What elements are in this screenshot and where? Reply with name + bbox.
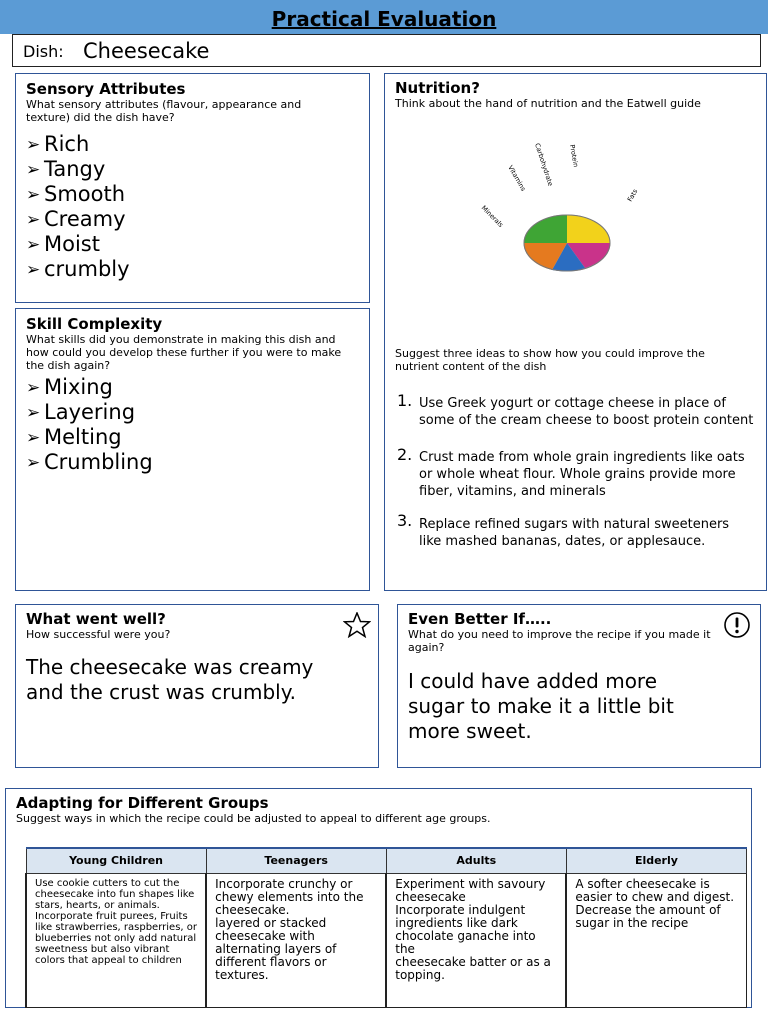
- diagram-label-minerals: Minerals: [480, 203, 505, 229]
- dish-label: Dish:: [23, 42, 64, 61]
- diagram-label-protein: Protein: [568, 143, 580, 168]
- table-row: [26, 873, 747, 1007]
- arrow-bullet-icon: ➢: [26, 235, 41, 255]
- list-item: ➢ Mixing: [26, 375, 113, 399]
- eatwell-plate-diagram: [480, 139, 660, 289]
- skills-panel: [15, 308, 370, 591]
- arrow-bullet-icon: ➢: [26, 378, 41, 398]
- sensory-panel: [15, 73, 370, 303]
- list-item: ➢ Smooth: [26, 182, 126, 206]
- sensory-question: What sensory attributes (flavour, appearance and texture) did the dish have?: [26, 98, 302, 124]
- list-item: ➢ crumbly: [26, 257, 130, 281]
- skills-question: What skills did you demonstrate in making this dish and how could you develop these further if you were to make the dish again?: [26, 333, 342, 372]
- diagram-label-carbohydrate: Carbohydrate: [533, 142, 555, 188]
- nutrition-title: Nutrition?: [395, 79, 480, 97]
- star-icon: [343, 612, 371, 638]
- list-item: ➢ Creamy: [26, 207, 126, 231]
- nutrition-subtitle: Think about the hand of nutrition and the Eatwell guide: [395, 97, 701, 110]
- arrow-bullet-icon: ➢: [26, 428, 41, 448]
- column-header-young-children: Young Children: [26, 848, 206, 873]
- improve-prompt: Suggest three ideas to show how you could improve the nutrient content of the dish: [395, 347, 705, 373]
- skills-list: [26, 375, 359, 475]
- title-bar: [0, 0, 768, 34]
- arrow-bullet-icon: ➢: [26, 160, 41, 180]
- went-well-panel: [15, 604, 379, 768]
- even-better-panel: [397, 604, 761, 768]
- cell-adults[interactable]: Experiment with savoury cheesecake Incorporate indulgent ingredients like dark chocolate ganache into the cheesecake batter or as a topping.: [386, 873, 566, 1007]
- cell-young-children[interactable]: Use cookie cutters to cut the cheesecake into fun shapes like stars, hearts, or animals. Incorporate fruit purees, Fruits like strawberries, raspberries, or blueberries not only add natural sweetness but also vibrant colors that appeal to children: [26, 873, 206, 1007]
- went-well-question: How successful were you?: [26, 628, 171, 641]
- adapting-title: Adapting for Different Groups: [16, 794, 269, 812]
- page-title: Practical Evaluation: [271, 7, 497, 31]
- skills-title: Skill Complexity: [26, 315, 163, 333]
- column-header-adults: Adults: [386, 848, 566, 873]
- improvement-list: [395, 391, 760, 550]
- list-item: 1. Use Greek yogurt or cottage cheese in place of some of the cream cheese to boost protein content: [397, 391, 754, 428]
- list-item: ➢ Crumbling: [26, 450, 153, 474]
- table-header-row: [26, 848, 747, 873]
- cell-teenagers[interactable]: Incorporate crunchy or chewy elements into the cheesecake. layered or stacked cheesecake with alternating layers of different flavors or textures.: [206, 873, 386, 1007]
- even-better-answer: I could have added more sugar to make it a little bit more sweet.: [408, 669, 674, 743]
- list-item: ➢ Rich: [26, 132, 90, 156]
- plate-icon: [524, 215, 610, 271]
- cell-elderly[interactable]: A softer cheesecake is easier to chew and digest. Decrease the amount of sugar in the recipe: [566, 873, 746, 1007]
- diagram-label-vitamins: Vitamins: [506, 164, 528, 193]
- dish-field[interactable]: [12, 34, 761, 67]
- column-header-teenagers: Teenagers: [206, 848, 386, 873]
- even-better-question: What do you need to improve the recipe if you made it again?: [408, 628, 711, 654]
- list-item: 3. Replace refined sugars with natural sweeteners like mashed bananas, dates, or applesauce.: [397, 511, 730, 549]
- diagram-label-fats: Fats: [625, 187, 640, 203]
- adapting-subtitle: Suggest ways in which the recipe could be adjusted to appeal to different age groups.: [16, 812, 491, 825]
- groups-table: [25, 847, 747, 1008]
- sensory-list: [26, 132, 359, 282]
- arrow-bullet-icon: ➢: [26, 210, 41, 230]
- even-better-title: Even Better If…..: [408, 610, 552, 628]
- went-well-title: What went well?: [26, 610, 166, 628]
- arrow-bullet-icon: ➢: [26, 185, 41, 205]
- column-header-elderly: Elderly: [566, 848, 746, 873]
- list-item: 2. Crust made from whole grain ingredients like oats or whole wheat flour. Whole grains provide more fiber, vitamins, and minerals: [397, 445, 745, 499]
- sensory-title: Sensory Attributes: [26, 80, 186, 98]
- arrow-bullet-icon: ➢: [26, 260, 41, 280]
- exclamation-icon: [723, 611, 751, 639]
- list-item: ➢ Moist: [26, 232, 100, 256]
- arrow-bullet-icon: ➢: [26, 403, 41, 423]
- arrow-bullet-icon: ➢: [26, 135, 41, 155]
- arrow-bullet-icon: ➢: [26, 453, 41, 473]
- list-item: ➢ Melting: [26, 425, 122, 449]
- list-item: ➢ Tangy: [26, 157, 106, 181]
- nutrition-panel: [384, 73, 767, 591]
- went-well-answer: The cheesecake was creamy and the crust was crumbly.: [26, 655, 314, 704]
- dish-value[interactable]: Cheesecake: [83, 39, 210, 63]
- list-item: ➢ Layering: [26, 400, 136, 424]
